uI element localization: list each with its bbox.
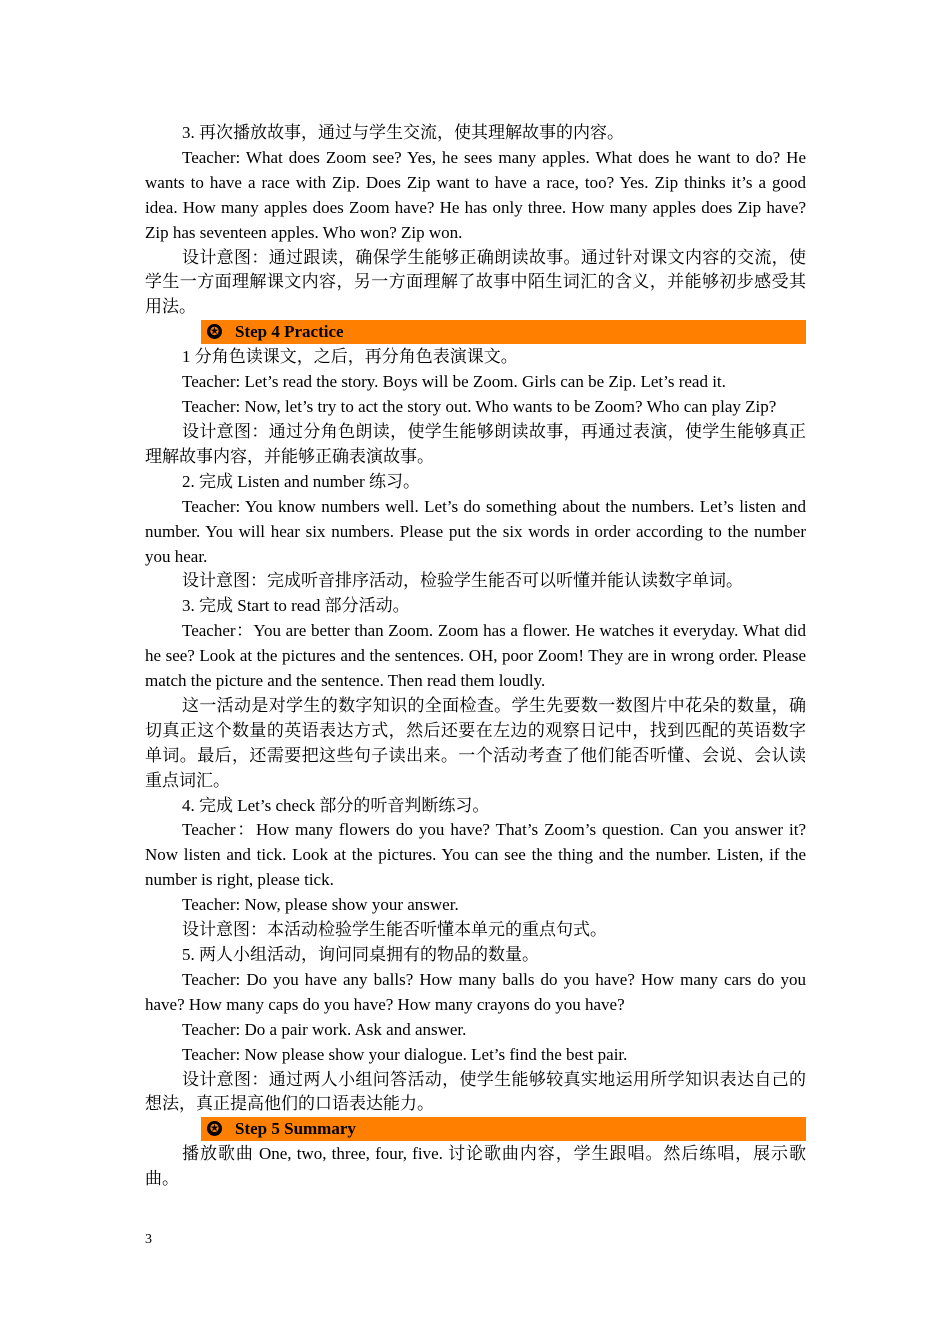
paragraph: 设计意图：完成听音排序活动，检验学生能否可以听懂并能认读数字单词。 — [182, 571, 743, 591]
paragraph: 5. 两人小组活动，询问同桌拥有的物品的数量。 — [182, 945, 539, 964]
star-badge-icon: ✪ — [207, 1121, 222, 1136]
paragraph: 这一活动是对学生的数字知识的全面检查。学生先要数一数图片中花朵的数量，确切真正这个数量的英语表达方式，然后还要在左边的观察日记中，找到匹配的英语数字单词。最后，还需要把这些句子读出来。一个活动考查了他们能否听懂、会说、会认读重点词汇。 — [145, 695, 806, 790]
section-heading-step5 — [201, 1117, 806, 1141]
paragraph: 设计意图：本活动检验学生能否听懂本单元的重点句式。 — [182, 920, 607, 940]
paragraph: Teacher: Now please show your dialogue. Let’s find the best pair. — [182, 1044, 628, 1064]
paragraph: Teacher: Do a pair work. Ask and answer. — [182, 1019, 467, 1039]
paragraph: Teacher: What does Zoom see? Yes, he sees many apples. What does he want to do? He wants to have a race with Zip. Does Zip want to have a race, too? Yes. Zip thinks it’s a good idea. How many apples does Zoom have? He has only three. How many apples does Zip have? Zip has seventeen apples. Who won? Zip won. — [145, 147, 806, 242]
document-body — [145, 121, 806, 1192]
paragraph: Teacher: Now, let’s try to act the story out. Who wants to be Zoom? Who can play Zip? — [182, 397, 777, 417]
paragraph: 3. 完成 Start to read 部分活动。 — [182, 596, 410, 616]
paragraph: 设计意图：通过分角色朗读，使学生能够朗读故事，再通过表演，使学生能够真正理解故事内容，并能够正确表演故事。 — [145, 421, 806, 466]
paragraph: 4. 完成 Let’s check 部分的听音判断练习。 — [182, 795, 490, 815]
paragraph: 设计意图：通过两人小组问答活动，使学生能够较真实地运用所学知识表达自己的想法，真正提高他们的口语表达能力。 — [145, 1069, 806, 1114]
paragraph: 播放歌曲 One, two, three, four, five. 讨论歌曲内容，学生跟唱。然后练唱，展示歌曲。 — [145, 1144, 806, 1189]
star-badge-icon: ✪ — [207, 324, 222, 339]
paragraph: Teacher: Now, please show your answer. — [182, 895, 459, 915]
paragraph: Teacher: Let’s read the story. Boys will be Zoom. Girls can be Zip. Let’s read it. — [182, 372, 726, 392]
paragraph: 1 分角色读课文，之后，再分角色表演课文。 — [182, 347, 518, 367]
paragraph: Teacher: Do you have any balls? How many balls do you have? How many cars do you have? How many caps do you have? How many crayons do you have? — [145, 969, 806, 1014]
paragraph: Teacher：How many flowers do you have? That’s Zoom’s question. Can you answer it? Now listen and tick. Look at the pictures. You can see the thing and the number. Listen, if the number is right, please tick. — [145, 820, 806, 890]
section-heading-step4 — [201, 320, 806, 344]
paragraph: Teacher: You know numbers well. Let’s do something about the numbers. Let’s listen and number. You will hear six numbers. Please put the six words in order according to the number you hear. — [145, 496, 806, 566]
paragraph: 2. 完成 Listen and number 练习。 — [182, 471, 420, 491]
paragraph: 3. 再次播放故事，通过与学生交流，使其理解故事的内容。 — [182, 123, 624, 142]
paragraph: Teacher：You are better than Zoom. Zoom has a flower. He watches it everyday. What did he see? Look at the pictures and the sentences. OH, poor Zoom! They are in wrong order. Please match the picture and the sentence. Then read them loudly. — [145, 621, 806, 691]
section-heading-label: Step 5 Summary — [235, 1119, 356, 1139]
page-number: 3 — [145, 1232, 152, 1247]
section-heading-label: Step 4 Practice — [235, 322, 344, 342]
paragraph: 设计意图：通过跟读，确保学生能够正确朗读故事。通过针对课文内容的交流，使学生一方面理解课文内容，另一方面理解了故事中陌生词汇的含义，并能够初步感受其用法。 — [145, 247, 806, 317]
